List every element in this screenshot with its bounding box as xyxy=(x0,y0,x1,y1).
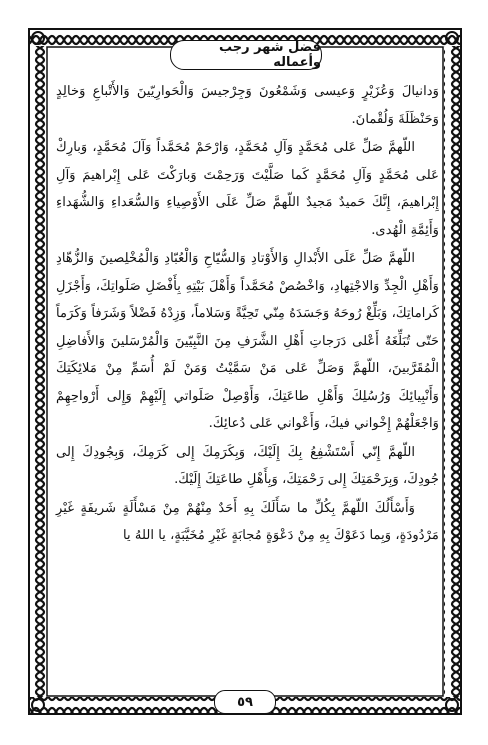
paragraph: اللّهمَّ صَلِّ عَلى مُحَمَّدٍ وَآلِ مُحَمَّدٍ، وَارْحَمْ مُحَمَّداً وَآلَ مُحَمَّدٍ، وَبارِكْ عَلى مُحَمَّدٍ وَآلِ مُحَمَّدٍ كَما صَلَّيْتَ وَرَحِمْتَ وَبارَكْتَ عَلى إِبْراهيمَ وَآلِ إِبْراهيمَ، إِنَّكَ حَميدٌ مَجيدٌ اللّهمَّ صَلِّ عَلَى الأَوْصِياءِ وَالسُّعَداءِ وَالشُّهَداءِ وَأَئِمَّةِ الْهُدى. xyxy=(56,140,439,238)
prayer-text xyxy=(56,78,439,658)
page-number: ٥٩ xyxy=(214,690,276,714)
paragraph: اللّهمَّ صَلِّ عَلَى الأَبْدالِ وَالأَوْتادِ وَالسُّيّاحِ وَالْعُبّادِ وَالْمُخْلِصينَ وَالزُّهّادِ وَأَهْلِ الْجِدِّ وَالاجْتِهادِ، وَاخْصُصْ مُحَمَّداً وَأَهْلَ بَيْتِهِ بِأَفْضَلِ صَلَواتِكَ، وَأَجْزَلِ كَراماتِكَ، وَبَلِّغْ رُوحَهُ وَجَسَدَهُ مِنّي تَحِيَّةً وَسَلاماً، وَزِدْهُ فَضْلاً وَشَرَفاً وَكَرَماً حَتّى تُبَلِّغَهُ أَعْلى دَرَجاتِ أَهْلِ الشَّرَفِ مِنَ النَّبِيّينَ وَالْمُرْسَلينَ وَالأَفاضِلِ الْمُقَرَّبينَ، اللّهمَّ وَصَلِّ عَلى مَنْ سَمَّيْتُ وَمَنْ لَمْ أُسَمِّ مِنْ مَلائِكَتِكَ وَأَنْبِيائِكَ وَرُسُلِكَ وَأَهْلِ طاعَتِكَ، وَأَوْصِلْ صَلَواتي إِلَيْهِمْ وَإِلى أَرْواحِهِمْ وَاجْعَلْهُمْ إِخْواني فيكَ، وَأَعْواني عَلى دُعائِكَ. xyxy=(56,251,439,431)
page-title: فضل شهر رجب وأعماله xyxy=(170,40,322,70)
paragraph: وَأَسْأَلُكَ اللّهمَّ بِكُلِّ ما سَأَلَكَ بِهِ أَحَدٌ مِنْهُمْ مِنْ مَسْأَلَةٍ شَريفَةٍ غَيْرِ مَرْدُودَةٍ، وَبِما دَعَوْكَ بِهِ مِنْ دَعْوَةٍ مُجابَةٍ غَيْرِ مُخَيَّبَةٍ، يا اللهُ يا xyxy=(56,500,439,543)
paragraph: اللّهمَّ إِنّي أَسْتَشْفِعُ بِكَ إِلَيْكَ، وَبِكَرَمِكَ إِلى كَرَمِكَ، وَبِجُودِكَ إِلى جُودِكَ، وَبِرَحْمَتِكَ إِلى رَحْمَتِكَ، وَبِأَهْلِ طاعَتِكَ إِلَيْكَ. xyxy=(56,444,439,487)
paragraph: وَدانيالَ وَعُزَيْرٍ وَعيسى وَشَمْعُونَ وَجِرْجيسَ وَالْحَوارِيّينَ وَالأَتْباعِ وَخالِدٍ وَحَنْظَلَةَ وَلُقْمانَ. xyxy=(56,84,439,127)
